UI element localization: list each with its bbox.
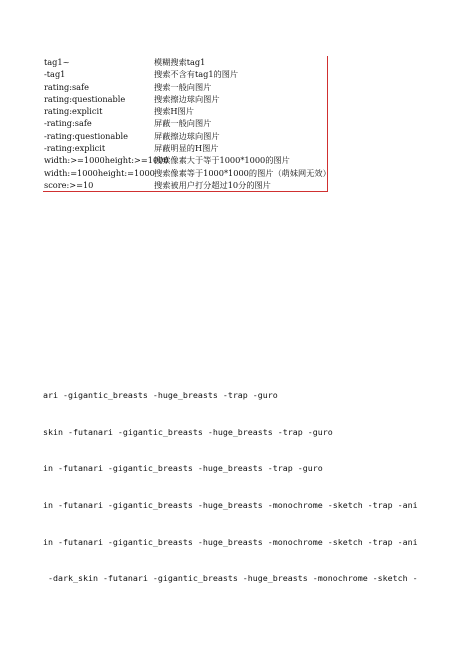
search-query-line xyxy=(0,498,474,512)
search-query-text: in -futanari -gigantic_breasts -huge_breasts -monochrome -sketch -trap -ani xyxy=(43,537,418,547)
tag-syntax-cell: width:=1000height:=1000 xyxy=(44,167,155,178)
tag-description-cell: 搜索一般向图片 xyxy=(154,81,212,92)
tag-syntax-cell: -rating:questionable xyxy=(44,130,129,141)
tag-syntax-cell: width:>=1000height:>=1000 xyxy=(44,155,169,166)
tag-syntax-cell: rating:explicit xyxy=(44,106,103,117)
tag-description-cell: 搜索不含有tag1的图片 xyxy=(154,69,239,80)
tag-description-cell: 模糊搜索tag1 xyxy=(154,57,206,67)
tag-description-cell: 屏蔽擦边球向图片 xyxy=(154,130,220,141)
search-query-line xyxy=(0,461,474,475)
search-query-line xyxy=(0,388,474,402)
tag-description-cell: 屏蔽明显的H图片 xyxy=(154,143,219,154)
tag-syntax-cell: score:>=10 xyxy=(44,179,94,190)
tag-syntax-cell: -rating:safe xyxy=(44,118,92,129)
tag-syntax-cell: rating:questionable xyxy=(44,93,126,104)
search-query-line xyxy=(0,535,474,549)
tag-syntax-cell: -tag1 xyxy=(44,69,66,80)
tag-description-cell: 搜索被用户打分超过10分的图片 xyxy=(154,179,271,190)
tag-syntax-cell: -rating:explicit xyxy=(44,143,106,154)
tag-description-cell: 屏蔽一般向图片 xyxy=(154,118,212,129)
search-query-text: in -futanari -gigantic_breasts -huge_breasts -trap -guro xyxy=(43,463,323,473)
search-query-text: -dark_skin -futanari -gigantic_breasts -huge_breasts -monochrome -sketch - xyxy=(43,573,418,583)
tag-description-cell: 搜索像素等于1000*1000的图片（萌妹网无效） xyxy=(154,167,331,178)
tag-description-cell: 搜索擦边球向图片 xyxy=(154,93,220,104)
search-query-text: skin -futanari -gigantic_breasts -huge_breasts -trap -guro xyxy=(43,427,333,437)
tag-syntax-cell: rating:safe xyxy=(44,81,89,92)
tag-description-cell: 搜索像素大于等于1000*1000的图片 xyxy=(154,155,290,166)
search-query-text: ari -gigantic_breasts -huge_breasts -trap -guro xyxy=(43,390,278,400)
search-query-line xyxy=(0,425,474,439)
search-query-text: in -futanari -gigantic_breasts -huge_breasts -monochrome -sketch -trap -ani xyxy=(43,500,418,510)
search-query-line xyxy=(0,571,474,585)
tag-syntax-cell: tag1~ xyxy=(44,57,70,67)
tag-description-cell: 搜索H图片 xyxy=(154,106,194,117)
